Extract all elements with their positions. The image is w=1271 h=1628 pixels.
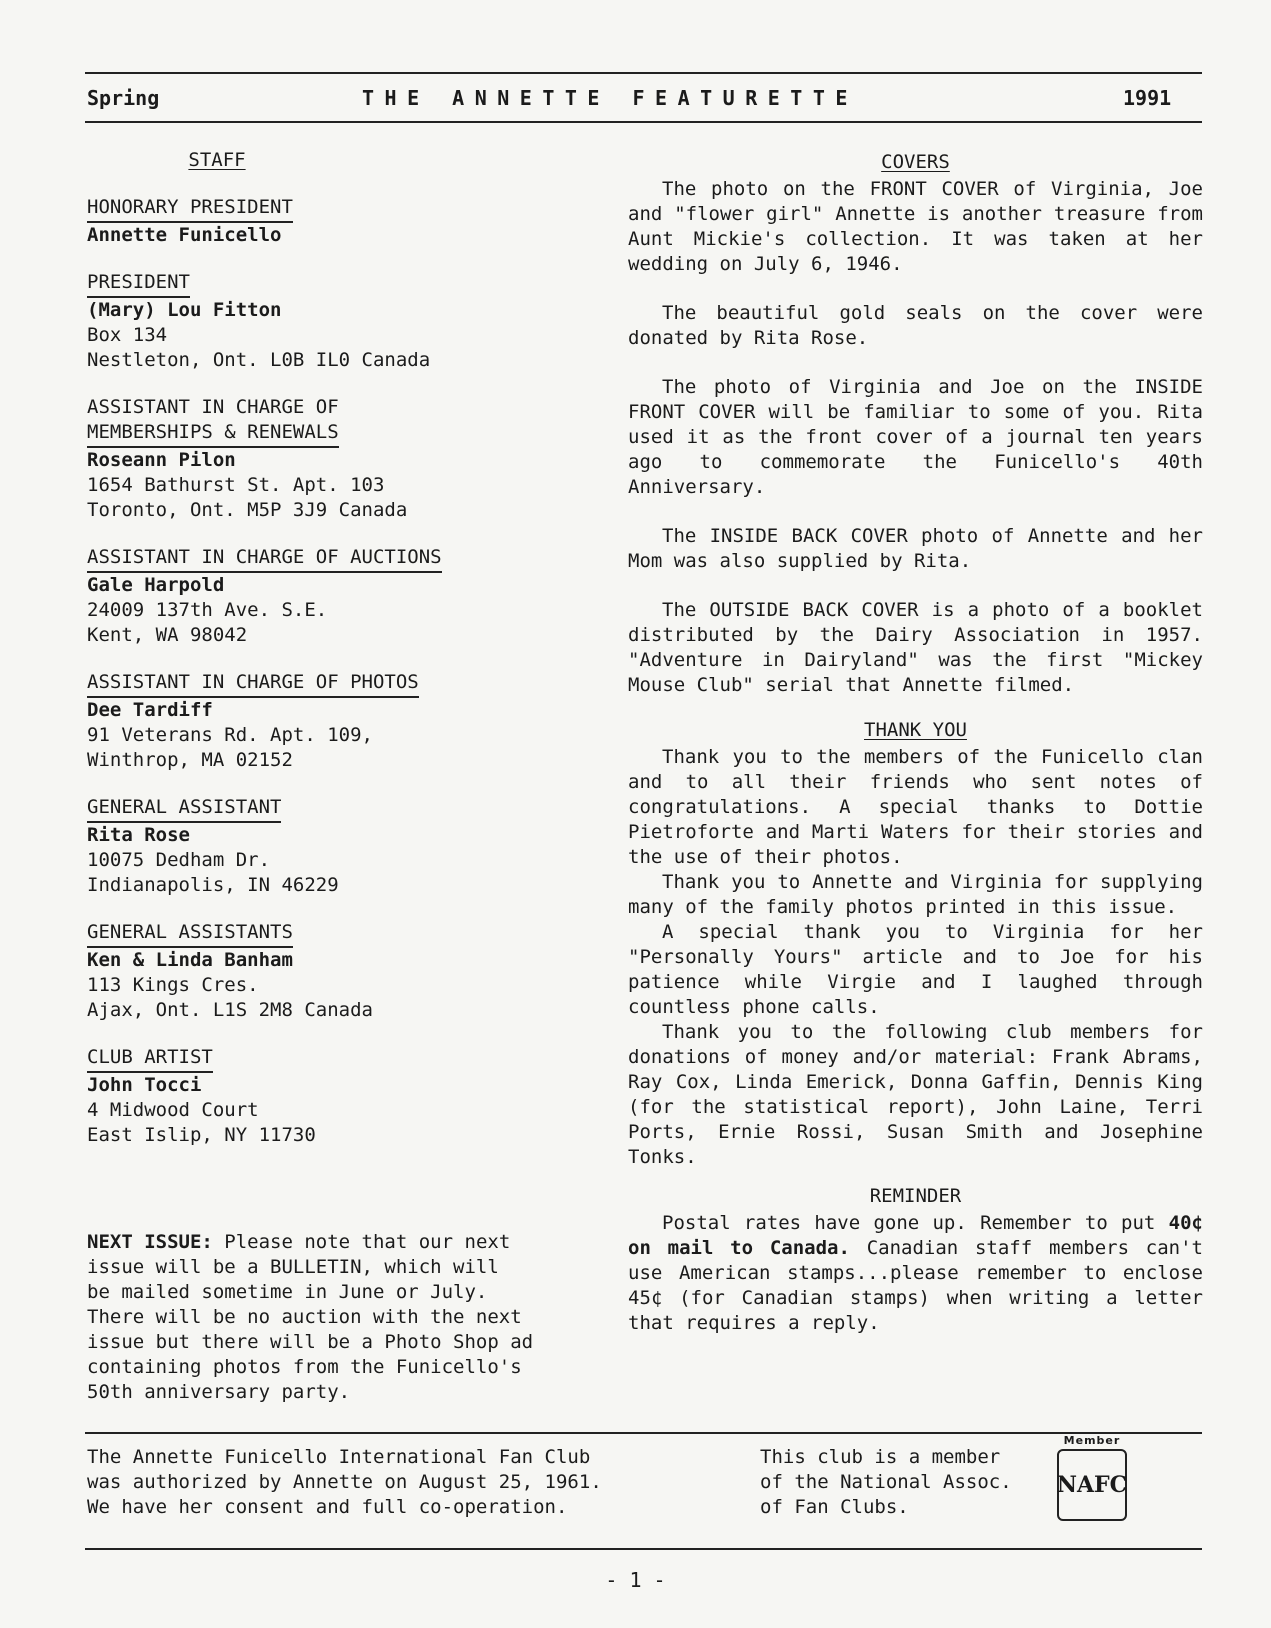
- next-issue-line: issue but there will be a Photo Shop ad: [87, 1331, 534, 1353]
- staff-role-title: ASSISTANT IN CHARGE OF AUCTIONS: [87, 545, 442, 573]
- staff-member-name: (Mary) Lou Fitton: [87, 299, 282, 321]
- staff-entry: [87, 545, 607, 648]
- staff-role-title: ASSISTANT IN CHARGE OF MEMBERSHIPS & RENEWALS: [87, 395, 339, 448]
- thank-you-paragraph: Thank you to Annette and Virginia for supplying many of the family photos printed in this issue.: [628, 871, 1203, 918]
- next-issue-notice: [87, 1230, 607, 1405]
- covers-heading: COVERS: [881, 151, 950, 173]
- thank-you-heading: THANK YOU: [864, 719, 967, 741]
- footer-line: We have her consent and full co-operation.: [87, 1496, 568, 1518]
- reminder-paragraph: Postal rates have gone up. Remember to put 40¢ on mail to Canada. Canadian staff members can't use American stamps...please remember to enclose 45¢ (for Canadian stamps) when writing a letter that requires a reply.: [628, 1212, 1204, 1334]
- next-issue-line: containing photos from the Funicello's: [87, 1356, 522, 1378]
- footer-line: of the National Assoc.: [760, 1471, 1012, 1493]
- staff-list: [87, 195, 607, 1148]
- thank-you-paragraph: Thank you to the members of the Funicello clan and to all their friends who sent notes of congratulations. A special thanks to Dottie Pietroforte and Marti Waters for their stories and the use of their photos.: [628, 746, 1203, 868]
- staff-entry: [87, 195, 607, 248]
- next-issue-line: be mailed sometime in June or July.: [87, 1281, 488, 1303]
- footer-bottom-rule: [85, 1548, 1202, 1550]
- staff-entry: [87, 920, 607, 1023]
- footer-line: This club is a member: [760, 1446, 1001, 1468]
- reminder-heading: REMINDER: [869, 1185, 962, 1207]
- footer-line: was authorized by Annette on August 25, 1961.: [87, 1471, 602, 1493]
- covers-paragraph: The INSIDE BACK COVER photo of Annette and her Mom was also supplied by Rita.: [628, 525, 1203, 572]
- staff-address-line: 24009 137th Ave. S.E.: [87, 599, 328, 621]
- season-label: Spring: [87, 86, 160, 110]
- page-number: - 1 -: [605, 1568, 666, 1592]
- staff-address-line: 4 Midwood Court: [87, 1099, 259, 1121]
- staff-member-name: Dee Tardiff: [87, 699, 213, 721]
- covers-paragraph: The photo on the FRONT COVER of Virginia, Joe and "flower girl" Annette is another treasure from Aunt Mickie's collection. It was taken at her wedding on July 6, 1946.: [628, 178, 1203, 275]
- staff-address-line: Nestleton, Ont. L0B IL0 Canada: [87, 349, 431, 371]
- nafc-emblem: NAFC: [1057, 1449, 1127, 1521]
- staff-role-title: PRESIDENT: [87, 270, 190, 298]
- staff-address-line: Ajax, Ont. L1S 2M8 Canada: [87, 999, 373, 1021]
- staff-address-line: 1654 Bathurst St. Apt. 103: [87, 474, 385, 496]
- staff-member-name: Ken & Linda Banham: [87, 949, 293, 971]
- staff-address-line: 91 Veterans Rd. Apt. 109,: [87, 724, 373, 746]
- staff-address-line: East Islip, NY 11730: [87, 1124, 316, 1146]
- staff-member-name: Rita Rose: [87, 824, 190, 846]
- staff-entry: [87, 670, 607, 773]
- nafc-logo: [1052, 1434, 1132, 1521]
- thank-you-paragraph: A special thank you to Virginia for her "Personally Yours" article and to Joe for his patience while Virgie and I laughed through countless phone calls.: [628, 921, 1203, 1018]
- staff-role-title: GENERAL ASSISTANTS: [87, 920, 293, 948]
- staff-entry: [87, 795, 607, 898]
- club-authorization: [87, 1445, 602, 1520]
- newsletter-title: THE ANNETTE FEATURETTE: [362, 86, 858, 110]
- next-issue-line: There will be no auction with the next: [87, 1306, 522, 1328]
- footer-top-rule: [85, 1432, 1202, 1434]
- thank-you-paragraph: Thank you to the following club members for donations of money and/or material: Frank Abrams, Ray Cox, Linda Emerick, Donna Gaffin, Dennis King (for the statistical report), John Laine, Terri Ports, Ernie Rossi, Susan Smith and Josephine Tonks.: [628, 1021, 1203, 1168]
- staff-address-line: 10075 Dedham Dr.: [87, 849, 271, 871]
- footer-line: of Fan Clubs.: [760, 1496, 909, 1518]
- staff-entry: [87, 270, 607, 373]
- staff-member-name: John Tocci: [87, 1074, 202, 1096]
- header-rule: [85, 121, 1202, 123]
- covers-paragraph: The beautiful gold seals on the cover were donated by Rita Rose.: [628, 302, 1203, 349]
- articles-column: [628, 150, 1203, 1336]
- logo-caption: Member: [1063, 1434, 1121, 1447]
- next-issue-line: issue will be a BULLETIN, which will: [87, 1256, 499, 1278]
- staff-role-title: GENERAL ASSISTANT: [87, 795, 281, 823]
- covers-paragraph: The OUTSIDE BACK COVER is a photo of a booklet distributed by the Dairy Association in 1957. "Adventure in Dairyland" was the first "Mickey Mouse Club" serial that Annette filmed.: [628, 599, 1203, 696]
- staff-role-title: ASSISTANT IN CHARGE OF PHOTOS: [87, 670, 419, 698]
- top-rule: [85, 72, 1202, 74]
- covers-paragraph: The photo of Virginia and Joe on the INSIDE FRONT COVER will be familiar to some of you. Rita used it as the front cover of a journal ten years ago to commemorate the Funicello's 40th Anniversary.: [628, 376, 1203, 498]
- staff-member-name: Roseann Pilon: [87, 449, 236, 471]
- staff-column: [87, 148, 607, 1170]
- footer-line: The Annette Funicello International Fan Club: [87, 1446, 591, 1468]
- staff-heading: STAFF: [188, 149, 246, 171]
- staff-address-line: 113 Kings Cres.: [87, 974, 259, 996]
- staff-address-line: Indianapolis, IN 46229: [87, 874, 339, 896]
- staff-member-name: Annette Funicello: [87, 224, 282, 246]
- next-issue-line: Please note that our next: [212, 1231, 511, 1253]
- staff-role-title: HONORARY PRESIDENT: [87, 195, 293, 223]
- staff-address-line: Winthrop, MA 02152: [87, 749, 293, 771]
- canada-postage-note: 40¢ on mail to Canada.: [628, 1212, 1203, 1259]
- staff-address-line: Kent, WA 98042: [87, 624, 248, 646]
- next-issue-label: NEXT ISSUE:: [87, 1231, 213, 1253]
- staff-member-name: Gale Harpold: [87, 574, 225, 596]
- membership-note: [760, 1445, 1012, 1520]
- staff-address-line: Toronto, Ont. M5P 3J9 Canada: [87, 499, 408, 521]
- staff-address-line: Box 134: [87, 324, 168, 346]
- staff-entry: [87, 395, 607, 523]
- staff-entry: [87, 1045, 607, 1148]
- next-issue-line: 50th anniversary party.: [87, 1381, 351, 1403]
- staff-role-title: CLUB ARTIST: [87, 1045, 213, 1073]
- year-label: 1991: [1123, 86, 1172, 110]
